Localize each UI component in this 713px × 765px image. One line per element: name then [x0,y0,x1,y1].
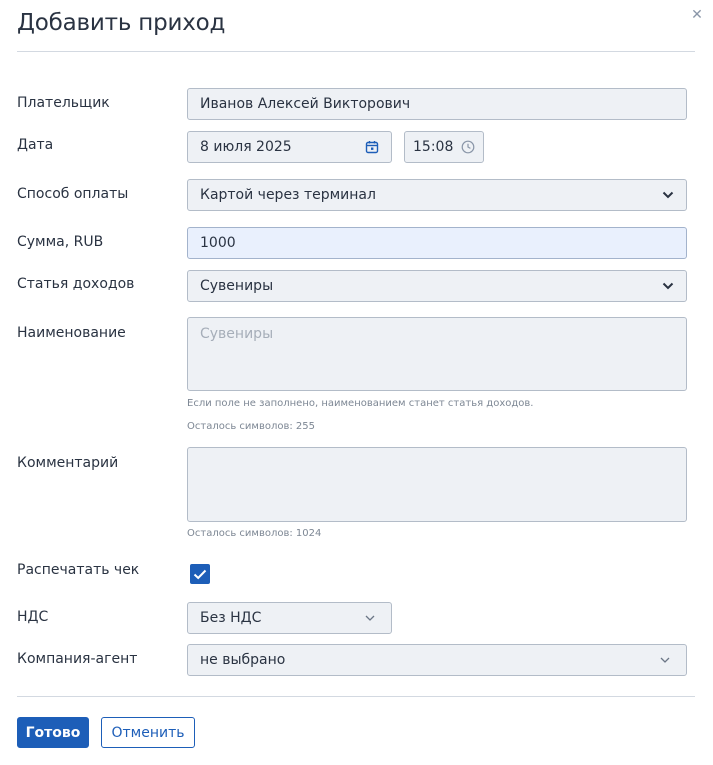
income-item-label: Статья доходов [17,276,135,292]
clock-icon[interactable] [461,140,475,154]
chevron-down-icon [662,191,674,199]
time-input[interactable] [404,131,484,163]
date-value: 8 июля 2025 [200,139,292,155]
cancel-button[interactable]: Отменить [101,717,195,748]
amount-value: 1000 [200,235,236,251]
time-value: 15:08 [413,139,454,155]
payment-method-value: Картой через терминал [200,187,376,203]
dialog-title: Добавить приход [17,10,226,36]
amount-input[interactable] [187,227,687,259]
name-placeholder: Сувениры [200,326,274,342]
income-item-value: Сувениры [200,278,274,294]
chevron-down-icon [662,282,674,290]
agent-company-label: Компания-агент [17,651,138,667]
header-divider [17,51,695,52]
chevron-down-icon [365,615,375,621]
payer-label: Плательщик [17,95,110,111]
checkmark-icon [193,569,207,580]
date-input[interactable] [187,131,392,163]
vat-select[interactable] [187,602,392,634]
close-icon[interactable]: ✕ [691,7,703,23]
name-hint: Если поле не заполнено, наименованием станет статья доходов. [187,398,534,409]
agent-company-select[interactable] [187,644,687,676]
done-button[interactable]: Готово [17,717,89,748]
comment-counter: Осталось символов: 1024 [187,528,322,539]
payment-method-label: Способ оплаты [17,186,129,202]
comment-label: Комментарий [17,455,119,471]
income-item-select[interactable] [187,270,687,302]
vat-label: НДС [17,609,49,625]
print-receipt-label: Распечатать чек [17,562,140,578]
name-label: Наименование [17,325,126,341]
agent-company-value: не выбрано [200,652,286,668]
vat-value: Без НДС [200,610,262,626]
comment-textarea[interactable] [187,447,687,522]
footer-divider [17,696,695,697]
payment-method-select[interactable] [187,179,687,211]
amount-label: Сумма, RUB [17,234,104,250]
name-counter: Осталось символов: 255 [187,421,315,432]
print-receipt-checkbox[interactable] [190,564,210,584]
payer-value: Иванов Алексей Викторович [200,96,411,112]
calendar-icon[interactable] [365,140,379,154]
chevron-down-icon [660,657,670,663]
date-label: Дата [17,137,54,153]
payer-field[interactable] [187,88,687,120]
name-textarea[interactable] [187,317,687,391]
